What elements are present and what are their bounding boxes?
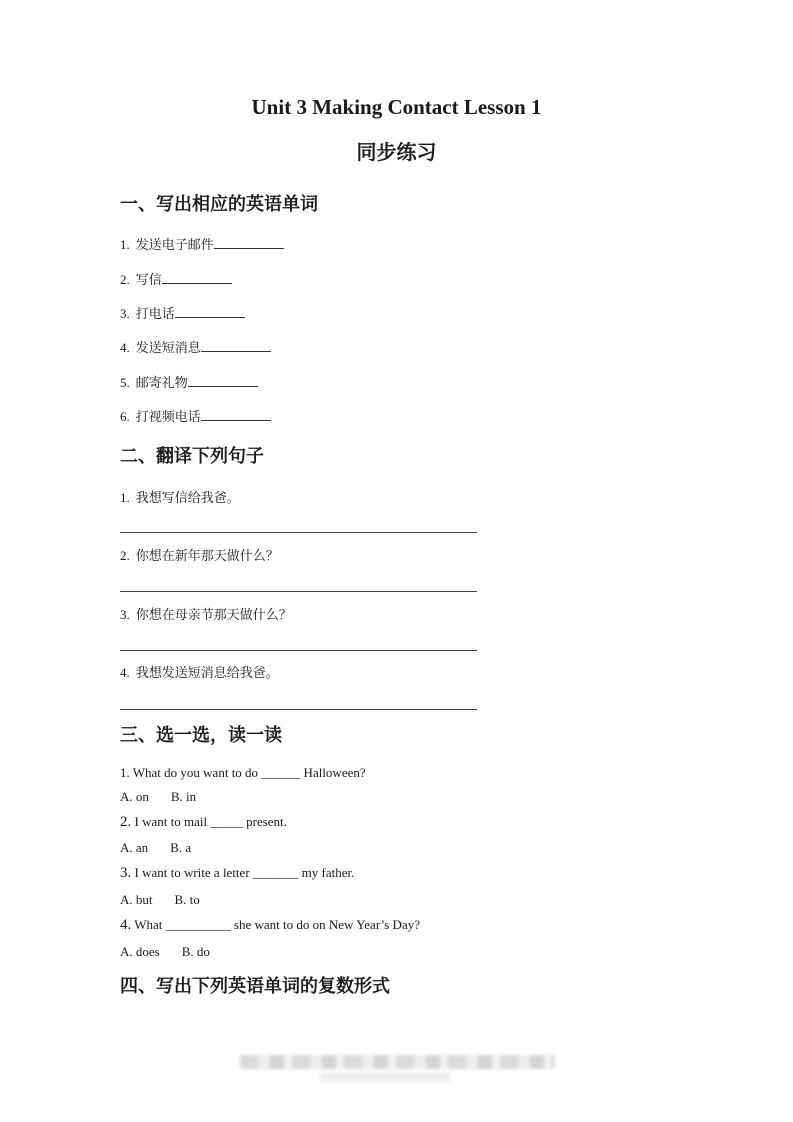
option-a[interactable]: A. on [120, 789, 149, 804]
answer-blank[interactable] [214, 236, 284, 249]
item-text: 打电话 [135, 307, 175, 322]
item-text: 写信 [135, 273, 162, 288]
option-b[interactable]: B. do [181, 944, 210, 959]
item-number: 2. [120, 272, 130, 287]
blurred-footer [240, 1055, 555, 1069]
item-number: 2. [120, 548, 130, 563]
blurred-footer-secondary [320, 1072, 450, 1082]
section-heading-1: 一、写出相应的英语单词 [120, 194, 318, 215]
options-row [120, 944, 210, 960]
question-number: 3. [120, 865, 132, 881]
question-number: 4. [120, 917, 132, 933]
section-heading-3: 三、选一选，读一读 [120, 725, 282, 746]
option-a[interactable]: A. but [120, 892, 153, 907]
item-number: 3. [120, 306, 130, 321]
options-row [120, 892, 200, 908]
item-number: 3. [120, 607, 130, 622]
answer-blank[interactable] [201, 339, 271, 352]
translation-item [120, 604, 292, 623]
item-number: 1. [120, 237, 130, 252]
item-text: 打视频电话 [135, 410, 201, 425]
item-text: 发送短消息 [135, 341, 201, 356]
section-heading-4: 四、写出下列英语单词的复数形式 [120, 976, 390, 997]
translation-item [120, 662, 279, 681]
vocab-item [120, 234, 284, 253]
option-b[interactable]: B. a [170, 840, 192, 855]
answer-blank[interactable] [162, 271, 232, 284]
item-number: 5. [120, 375, 130, 390]
answer-line[interactable] [120, 709, 477, 710]
item-text: 你想在新年那天做什么？ [135, 549, 279, 564]
question [120, 917, 420, 934]
vocab-item [120, 303, 245, 322]
question-number: 1. [120, 765, 130, 780]
question-text: I want to write a letter _______ my father. [134, 865, 355, 880]
question [120, 814, 287, 831]
vocab-item [120, 372, 258, 391]
option-a[interactable]: A. does [120, 944, 160, 959]
answer-blank[interactable] [201, 408, 271, 421]
option-a[interactable]: A. an [120, 840, 149, 855]
question [120, 765, 366, 781]
question [120, 865, 354, 882]
item-text: 我想写信给我爸。 [135, 491, 240, 506]
option-b[interactable]: B. to [174, 892, 200, 907]
question-text: I want to mail _____ present. [134, 814, 287, 829]
vocab-item [120, 406, 271, 425]
options-row [120, 840, 191, 856]
question-text: What __________ she want to do on New Year’s Day? [134, 917, 420, 932]
translation-item [120, 487, 240, 506]
vocab-item [120, 269, 232, 288]
options-row [120, 789, 196, 805]
question-text: What do you want to do ______ Halloween? [132, 765, 366, 780]
item-number: 4. [120, 665, 130, 680]
answer-blank[interactable] [175, 305, 245, 318]
item-number: 4. [120, 340, 130, 355]
answer-line[interactable] [120, 650, 477, 651]
item-number: 6. [120, 409, 130, 424]
item-text: 邮寄礼物 [135, 376, 188, 391]
page-subtitle: 同步练习 [356, 140, 437, 164]
item-number: 1. [120, 490, 130, 505]
answer-line[interactable] [120, 532, 477, 533]
question-number: 2. [120, 814, 132, 830]
item-text: 发送电子邮件 [135, 238, 214, 253]
translation-item [120, 545, 279, 564]
answer-line[interactable] [120, 591, 477, 592]
page-title: Unit 3 Making Contact Lesson 1 [251, 95, 542, 119]
option-b[interactable]: B. in [170, 789, 197, 804]
section-heading-2: 二、翻译下列句子 [120, 446, 264, 467]
vocab-item [120, 337, 271, 356]
item-text: 我想发送短消息给我爸。 [135, 666, 279, 681]
answer-blank[interactable] [188, 374, 258, 387]
item-text: 你想在母亲节那天做什么？ [135, 608, 292, 623]
